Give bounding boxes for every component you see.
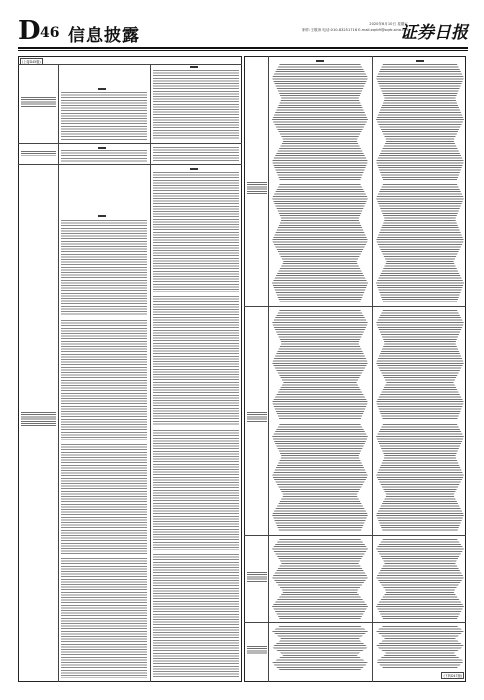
table-column-divider xyxy=(268,56,269,682)
clause-heading xyxy=(316,60,324,62)
continued-to-tag: (下转D47版) xyxy=(443,674,462,678)
table-column-divider xyxy=(150,64,151,682)
original-clause-block xyxy=(272,626,368,670)
row-label-text xyxy=(21,151,56,156)
editor-contact: 制作:王敬涛 电话:010-83251716 E-mail:zqrb9@zqrb.sina.net xyxy=(301,28,408,32)
clause-text-block xyxy=(153,430,239,550)
newspaper-logo: 证券日报 xyxy=(400,23,468,43)
revised-clause-block xyxy=(376,310,464,420)
table-row-divider xyxy=(244,306,466,307)
clause-text-block xyxy=(153,70,239,140)
revised-clause-block xyxy=(376,626,464,668)
row-label-text xyxy=(247,412,267,422)
clause-heading xyxy=(98,147,106,149)
original-clause-block xyxy=(272,310,368,420)
clause-heading xyxy=(98,215,106,217)
clause-heading xyxy=(416,60,424,62)
row-label-text xyxy=(247,182,267,194)
table-row-divider xyxy=(18,64,242,65)
row-label-text xyxy=(21,412,56,426)
clause-text-block xyxy=(61,150,147,162)
revised-clause-block xyxy=(376,424,464,532)
original-clause-block xyxy=(272,64,368,180)
clause-heading xyxy=(190,66,198,68)
original-clause-block xyxy=(272,424,368,532)
table-row-divider xyxy=(244,535,466,536)
clause-text-block xyxy=(61,444,147,554)
table-row-divider xyxy=(18,143,242,144)
header-rule-thin xyxy=(18,50,468,51)
clause-text-block xyxy=(153,296,239,426)
page-header xyxy=(18,16,468,46)
clause-text-block xyxy=(61,92,147,140)
revised-clause-block xyxy=(376,184,464,302)
clause-heading xyxy=(190,168,198,170)
clause-text-block xyxy=(61,220,147,316)
row-label-text xyxy=(21,97,56,107)
continued-from-tag: (上接D45版) xyxy=(22,60,41,64)
table-row-divider xyxy=(244,622,466,623)
header-rule xyxy=(18,47,468,49)
clause-text-block xyxy=(61,320,147,440)
clause-text-block xyxy=(153,172,239,292)
clause-text-block xyxy=(153,554,239,678)
table-column-divider xyxy=(372,56,373,682)
clause-heading xyxy=(98,88,106,90)
original-clause-block xyxy=(272,184,368,302)
section-letter: D xyxy=(18,16,40,46)
table-column-divider xyxy=(58,64,59,682)
page-number: 46 xyxy=(40,25,60,41)
row-label-text xyxy=(247,572,267,582)
row-label-text xyxy=(247,646,267,654)
issue-date: 2020年6月10日 星期三 xyxy=(369,22,408,26)
original-clause-block xyxy=(272,539,368,619)
revised-clause-block xyxy=(376,64,464,180)
clause-text-block xyxy=(61,558,147,678)
table-row-divider xyxy=(18,164,242,165)
clause-text-block xyxy=(153,147,239,161)
revised-clause-block xyxy=(376,539,464,619)
section-title: 信息披露 xyxy=(68,26,140,46)
